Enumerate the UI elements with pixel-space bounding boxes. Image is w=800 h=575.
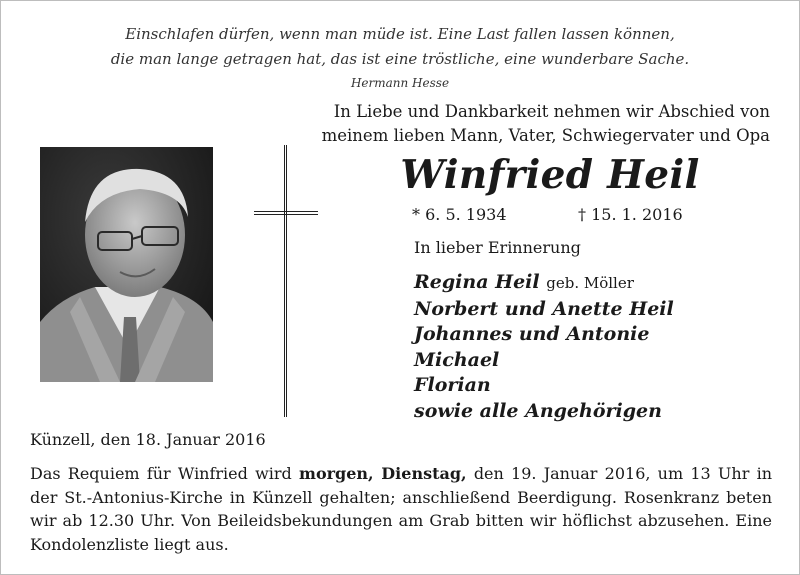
cross-icon (254, 145, 318, 417)
mourner-name: Johannes und Antonie (414, 323, 650, 345)
announcement-text-1: Das Requiem für Winfried wird (30, 464, 300, 483)
mourners-list (414, 270, 774, 424)
death-date: † 15. 1. 2016 (578, 205, 683, 224)
intro-line-1: In Liebe und Dankbarkeit nehmen wir Abschied von (333, 102, 770, 121)
portrait-illustration (40, 147, 213, 382)
mourner-item (414, 399, 774, 425)
intro-text (290, 100, 770, 148)
announcement-highlight: morgen, Dienstag, (299, 464, 467, 483)
portrait-photo (40, 147, 213, 382)
intro-line-2: meinem lieben Mann, Vater, Schwiegervater und Opa (321, 126, 770, 145)
quote-line-2: die man lange getragen hat, das ist eine tröstliche, eine wunderbare Sache. (110, 50, 690, 68)
mourner-item (414, 297, 774, 323)
quote-author: Hermann Hesse (350, 76, 450, 90)
mourner-name: Florian (414, 374, 491, 396)
mourner-item (414, 373, 774, 399)
deceased-name: Winfried Heil (400, 152, 700, 198)
place-and-date: Künzell, den 18. Januar 2016 (30, 430, 266, 449)
cross-vertical-bar (284, 145, 287, 417)
quote-line-1: Einschlafen dürfen, wenn man müde ist. Eine Last fallen lassen können, (125, 25, 675, 43)
mourner-item (414, 322, 774, 348)
in-memory-label: In lieber Erinnerung (414, 238, 581, 257)
announcement-text-2: den 19. Januar 2016, um 13 Uhr in der St.-Antonius-Kirche in Künzell gehalten; anschließend Beerdigung. Rosenkranz beten wir ab 12.30 Uhr. Von Beileidsbekundungen am Grab bitten wir höflichst abzusehen. Eine Kondolenzliste liegt aus. (30, 464, 772, 554)
mourner-name: Norbert und Anette Heil (414, 297, 674, 320)
mourner-name: Michael (414, 348, 500, 371)
mourner-note: geb. Möller (546, 274, 634, 292)
funeral-announcement (30, 462, 772, 556)
mourner-item (414, 270, 774, 297)
mourner-item (414, 348, 774, 374)
quote (40, 22, 760, 72)
birth-date: * 6. 5. 1934 (412, 205, 507, 224)
cross-horizontal-bar (254, 211, 318, 215)
mourner-name: Regina Heil (414, 271, 540, 293)
mourner-name: sowie alle Angehörigen (414, 399, 662, 422)
